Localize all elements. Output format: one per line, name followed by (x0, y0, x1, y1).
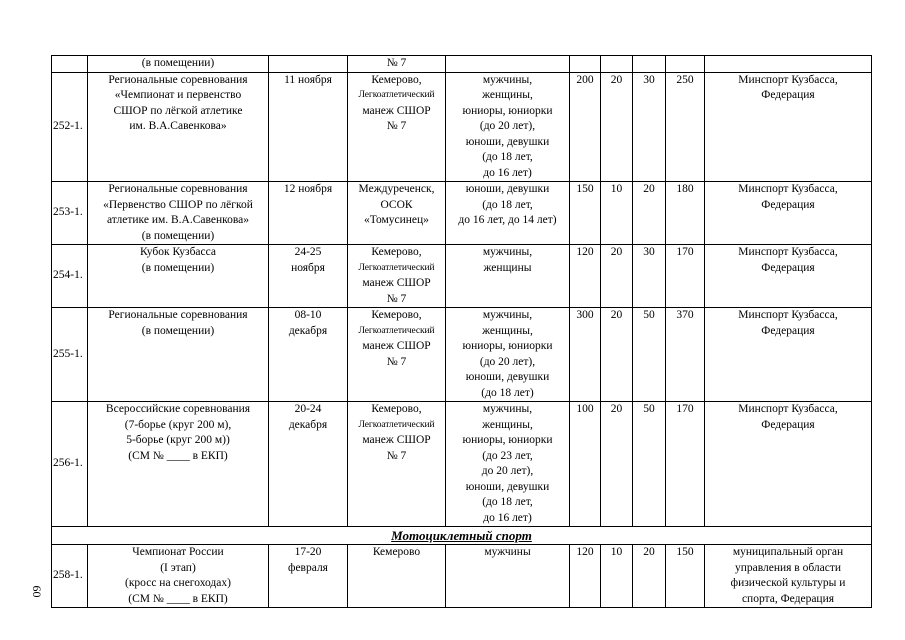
participants-cell (446, 245, 570, 308)
event-name-line: (СМ № ____ в ЕКП) (128, 449, 228, 462)
organizer-line: физической культуры и (730, 577, 846, 589)
event-name-line: (в помещении) (141, 324, 215, 337)
event-date-line: 24-25 (294, 246, 322, 258)
organizer-cell (705, 72, 872, 182)
event-place-cell (348, 545, 446, 608)
count-cell-c4: 150 (666, 545, 705, 608)
count-cell-c3: 30 (633, 72, 666, 182)
event-name-line: Региональные соревнования (108, 73, 248, 86)
organizer-line: управления в области (734, 561, 842, 574)
event-date-line: февраля (288, 561, 328, 574)
organizer-cell (705, 402, 872, 527)
count-cell-c2: 10 (601, 545, 633, 608)
event-place-line: № 7 (386, 355, 407, 368)
organizer-line: Федерация (761, 418, 815, 431)
participants-line: мужчины, (482, 73, 533, 86)
table-row (52, 56, 872, 73)
event-place-line: манеж СШОР (362, 104, 431, 117)
participants-line: (до 20 лет), (479, 355, 536, 368)
event-place-line: № 7 (386, 449, 407, 462)
event-name-cell (88, 72, 269, 182)
event-place-line: Легкоатлетический (358, 419, 435, 430)
participants-line: женщины, (482, 418, 533, 431)
organizer-line: Минспорт Кузбасса, (738, 246, 838, 258)
event-number-cell: 258-1. (52, 545, 88, 608)
count-cell-c2: 20 (601, 402, 633, 527)
event-name-line: (в помещении) (141, 229, 215, 242)
event-date-line: декабря (288, 418, 328, 431)
event-number-cell: 252-1. (52, 72, 88, 182)
count-cell-c4 (666, 56, 705, 73)
event-date-line: 11 ноября (284, 73, 332, 86)
event-date-cell (269, 182, 348, 245)
count-cell-c2: 20 (601, 72, 633, 182)
event-date-cell (269, 245, 348, 308)
event-name-cell (88, 545, 269, 608)
organizer-line: Минспорт Кузбасса, (738, 73, 838, 86)
organizer-line: Федерация (761, 198, 815, 211)
count-cell-c4: 370 (666, 308, 705, 402)
event-number-cell: 253-1. (52, 182, 88, 245)
table-row (52, 72, 872, 182)
event-name-cell (88, 56, 269, 73)
event-place-line: № 7 (386, 120, 407, 132)
table-row (52, 545, 872, 608)
participants-line: (до 18 лет, (482, 496, 533, 508)
participants-line: юниоры, юниорки (462, 340, 553, 352)
event-number-cell: 254-1. (52, 245, 88, 308)
event-name-line: им. В.А.Савенкова» (129, 120, 227, 132)
participants-line: женщины, (482, 89, 533, 101)
participants-cell (446, 72, 570, 182)
table-row (52, 308, 872, 402)
event-name-line: «Чемпионат и первенство (114, 89, 242, 101)
organizer-line: Минспорт Кузбасса, (738, 403, 838, 415)
organizer-line: Федерация (761, 89, 815, 101)
event-place-line: манеж СШОР (362, 277, 431, 289)
event-date-cell (269, 402, 348, 527)
participants-line: женщины (483, 261, 532, 274)
count-cell-c1: 300 (570, 308, 601, 402)
event-name-line: Всероссийские соревнования (105, 403, 251, 415)
event-number-cell (52, 56, 88, 73)
organizer-line: Минспорт Кузбасса, (738, 309, 838, 321)
count-cell-c2 (601, 56, 633, 73)
event-place-line: Легкоатлетический (358, 262, 435, 273)
organizer-line: Федерация (761, 261, 815, 274)
section-heading: Мотоциклетный спорт (52, 527, 872, 545)
event-date-line: ноября (291, 261, 325, 274)
event-place-cell (348, 56, 446, 73)
count-cell-c3: 20 (633, 182, 666, 245)
participants-line: мужчины (484, 546, 531, 558)
event-place-cell (348, 245, 446, 308)
event-place-line: Кемерово, (371, 246, 422, 258)
count-cell-c4: 250 (666, 72, 705, 182)
page-number: 09 (29, 585, 44, 598)
count-cell-c2: 20 (601, 308, 633, 402)
event-name-line: (кросс на снегоходах) (125, 577, 231, 589)
event-place-line: манеж СШОР (362, 340, 431, 352)
participants-line: до 16 лет) (483, 166, 532, 179)
event-place-line: манеж СШОР (362, 434, 431, 446)
participants-line: юниоры, юниорки (462, 104, 553, 117)
count-cell-c1: 100 (570, 402, 601, 527)
participants-cell (446, 545, 570, 608)
event-place-line: Кемерово (372, 546, 421, 558)
event-name-cell (88, 182, 269, 245)
event-date-cell (269, 56, 348, 73)
table-row (52, 402, 872, 527)
organizer-cell (705, 182, 872, 245)
organizer-line: спорта, Федерация (741, 592, 835, 605)
participants-line: (до 18 лет, (482, 198, 533, 211)
event-date-cell (269, 545, 348, 608)
event-date-line: 17-20 (294, 546, 322, 558)
event-number-cell: 255-1. (52, 308, 88, 402)
event-name-line: Региональные соревнования (108, 183, 248, 195)
participants-line: юноши, девушки (465, 183, 550, 195)
count-cell-c1: 120 (570, 545, 601, 608)
event-name-line: (СМ № ____ в ЕКП) (128, 592, 228, 605)
event-name-line: Чемпионат России (132, 546, 224, 558)
event-date-line: декабря (288, 324, 328, 337)
count-cell-c1: 120 (570, 245, 601, 308)
participants-line: юноши, девушки (465, 480, 550, 493)
participants-line: (до 18 лет) (481, 386, 534, 399)
event-date-cell (269, 308, 348, 402)
event-place-cell (348, 72, 446, 182)
event-place-line: «Томусинец» (364, 214, 429, 226)
event-name-line: (7-борье (круг 200 м), (124, 418, 232, 431)
participants-line: женщины, (482, 324, 533, 337)
participants-line: до 16 лет, до 14 лет) (458, 214, 557, 226)
table-row (52, 245, 872, 308)
sports-calendar-table (51, 55, 872, 608)
count-cell-c2: 20 (601, 245, 633, 308)
event-name-cell (88, 402, 269, 527)
event-place-line: Кемерово, (371, 309, 422, 321)
participants-cell (446, 56, 570, 73)
organizer-line: Федерация (761, 324, 815, 337)
count-cell-c3: 30 (633, 245, 666, 308)
count-cell-c4: 170 (666, 402, 705, 527)
event-place-cell (348, 402, 446, 527)
event-name-line: Кубок Кузбасса (140, 246, 216, 258)
count-cell-c4: 180 (666, 182, 705, 245)
organizer-line: муниципальный орган (732, 546, 844, 558)
event-name-line: 5-борье (круг 200 м)) (126, 434, 230, 446)
participants-line: мужчины, (482, 246, 533, 258)
participants-cell (446, 402, 570, 527)
organizer-cell (705, 545, 872, 608)
count-cell-c2: 10 (601, 182, 633, 245)
participants-line: до 16 лет) (483, 511, 532, 524)
participants-line: юноши, девушки (465, 135, 550, 148)
event-name-line: (I этап) (160, 561, 196, 574)
event-name-line: (в помещении) (141, 261, 215, 274)
event-place-line: ОСОК (380, 198, 413, 211)
event-name-line: «Первенство СШОР по лёгкой (103, 198, 253, 211)
event-number-cell: 256-1. (52, 402, 88, 527)
event-date-line: 08-10 (294, 309, 322, 321)
participants-line: мужчины, (482, 403, 533, 415)
count-cell-c3: 20 (633, 545, 666, 608)
event-place-line: № 7 (386, 57, 407, 69)
organizer-cell (705, 308, 872, 402)
count-cell-c4: 170 (666, 245, 705, 308)
count-cell-c1 (570, 56, 601, 73)
event-name-cell (88, 308, 269, 402)
count-cell-c3: 50 (633, 308, 666, 402)
event-place-line: № 7 (386, 292, 407, 305)
event-place-cell (348, 308, 446, 402)
event-date-cell (269, 72, 348, 182)
event-name-line: Региональные соревнования (108, 309, 248, 321)
participants-cell (446, 308, 570, 402)
count-cell-c1: 150 (570, 182, 601, 245)
participants-cell (446, 182, 570, 245)
event-place-line: Легкоатлетический (358, 325, 435, 336)
participants-line: до 20 лет), (481, 465, 534, 477)
table-row (52, 182, 872, 245)
participants-line: (до 23 лет, (482, 449, 533, 462)
event-place-line: Кемерово, (371, 73, 422, 86)
event-place-cell (348, 182, 446, 245)
event-place-line: Кемерово, (371, 403, 422, 415)
event-date-line: 12 ноября (283, 183, 333, 195)
participants-line: мужчины, (482, 309, 533, 321)
event-date-line: 20-24 (294, 403, 322, 415)
event-name-line: (в помещении) (141, 57, 215, 69)
organizer-line: Минспорт Кузбасса, (738, 183, 838, 195)
event-name-cell (88, 245, 269, 308)
organizer-cell (705, 245, 872, 308)
organizer-cell (705, 56, 872, 73)
count-cell-c1: 200 (570, 72, 601, 182)
count-cell-c3 (633, 56, 666, 73)
event-place-line: Легкоатлетический (358, 90, 435, 100)
section-heading-row (52, 527, 872, 545)
participants-line: (до 20 лет), (479, 120, 536, 132)
participants-line: юниоры, юниорки (462, 434, 553, 446)
event-place-line: Междуреченск, (358, 183, 435, 195)
participants-line: (до 18 лет, (482, 151, 533, 163)
count-cell-c3: 50 (633, 402, 666, 527)
event-name-line: атлетике им. В.А.Савенкова» (106, 214, 250, 226)
event-name-line: СШОР по лёгкой атлетике (113, 104, 243, 117)
participants-line: юноши, девушки (465, 371, 550, 383)
